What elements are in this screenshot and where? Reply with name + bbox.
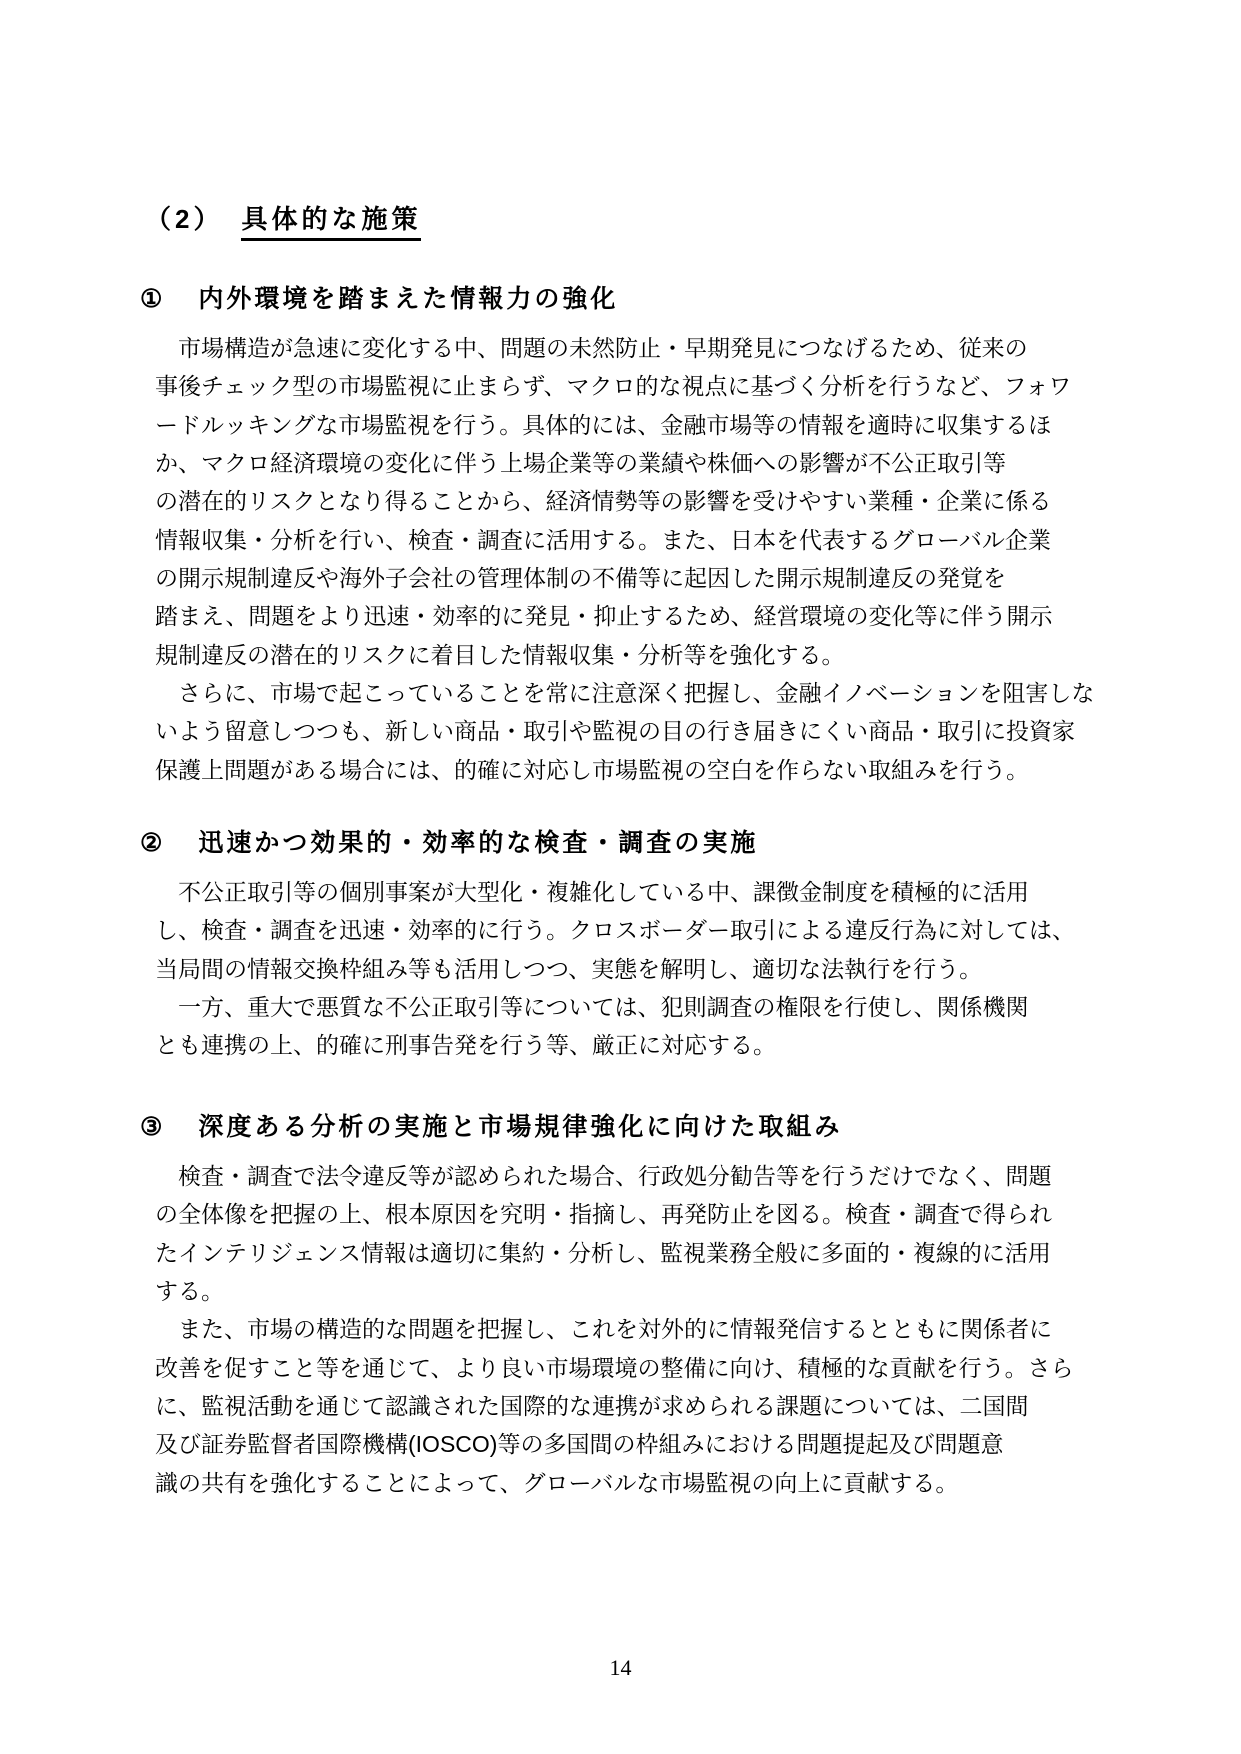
- subsection-marker: ③: [140, 1113, 163, 1141]
- text-line: の全体像を把握の上、根本原因を究明・指摘し、再発防止を図る。検査・調査で得られ: [155, 1201, 1052, 1228]
- text-line: また、市場の構造的な問題を把握し、これを対外的に情報発信するとともに関係者に: [178, 1316, 1052, 1343]
- subsection-heading: [140, 1111, 1060, 1143]
- subsection-title: 迅速かつ効果的・効率的な検査・調査の実施: [198, 829, 759, 857]
- subsection-body: [155, 873, 1075, 1065]
- text-line: 保護上問題がある場合には、的確に対応し市場監視の空白を作らない取組みを行う。: [155, 756, 1029, 783]
- text-line: の潜在的リスクとなり得ることから、経済情勢等の影響を受けやすい業種・企業に係る: [155, 488, 1052, 515]
- text-line: さらに、市場で起こっていることを常に注意深く把握し、金融イノベーションを阻害しな: [178, 679, 1095, 706]
- text-line: とも連携の上、的確に刑事告発を行う等、厳正に対応する。: [155, 1032, 776, 1059]
- text-line: 識の共有を強化することによって、グローバルな市場監視の向上に貢献する。: [155, 1469, 959, 1496]
- text-line: か、マクロ経済環境の変化に伴う上場企業等の業績や株価への影響が不公正取引等: [155, 449, 1006, 476]
- text-line: 検査・調査で法令違反等が認められた場合、行政処分勧告等を行うだけでなく、問題: [178, 1163, 1052, 1189]
- subsection-marker: ①: [140, 285, 163, 313]
- text-line: 当局間の情報交換枠組み等も活用しつつ、実態を解明し、適切な法執行を行う。: [155, 955, 983, 982]
- text-line: ードルッキングな市場監視を行う。具体的には、金融市場等の情報を適時に収集するほ: [155, 411, 1052, 438]
- text-line: の開示規制違反や海外子会社の管理体制の不備等に起因した開示規制違反の発覚を: [155, 564, 1006, 591]
- subsection-body: [155, 1157, 1074, 1502]
- text-line: 不公正取引等の個別事案が大型化・複雑化している中、課徴金制度を積極的に活用: [178, 879, 1029, 905]
- text-line: する。: [155, 1277, 224, 1304]
- text-line: に、監視活動を通じて認識された国際的な連携が求められる課題については、二国間: [155, 1392, 1029, 1419]
- text-line: いよう留意しつつも、新しい商品・取引や監視の目の行き届きにくい商品・取引に投資家: [155, 718, 1075, 745]
- text-line: 事後チェック型の市場監視に止まらず、マクロ的な視点に基づく分析を行うなど、フォワ: [155, 373, 1072, 400]
- subsection-3: [140, 1111, 1074, 1502]
- text-line: 一方、重大で悪質な不公正取引等については、犯則調査の権限を行使し、関係機関: [178, 993, 1029, 1020]
- text-line: 情報収集・分析を行い、検査・調査に活用する。また、日本を代表するグローバル企業: [155, 526, 1051, 553]
- subsection-title: 深度ある分析の実施と市場規律強化に向けた取組み: [198, 1113, 843, 1141]
- text-line: 踏まえ、問題をより迅速・効率的に発見・抑止するため、経営環境の変化等に伴う開示: [155, 603, 1053, 630]
- section-number: （2）: [145, 204, 224, 234]
- subsection-title: 内外環境を踏まえた情報力の強化: [198, 285, 619, 313]
- section-title: 具体的な施策: [241, 204, 421, 241]
- text-line: 改善を促すこと等を通じて、より良い市場環境の整備に向け、積極的な貢献を行う。さら: [155, 1354, 1074, 1381]
- page-number: 14: [609, 1655, 632, 1680]
- text-line: し、検査・調査を迅速・効率的に行う。クロスボーダー取引による違反行為に対しては、: [155, 917, 1075, 944]
- subsection-1: [140, 283, 1095, 789]
- subsection-heading: [140, 283, 1060, 315]
- subsection-2: [140, 827, 1075, 1065]
- text-line: 市場構造が急速に変化する中、問題の未然防止・早期発見につなげるため、従来の: [178, 335, 1028, 361]
- subsection-marker: ②: [140, 829, 163, 857]
- text-line: 及び証券監督者国際機構(IOSCO)等の多国間の枠組みにおける問題提起及び問題意: [155, 1431, 1004, 1458]
- subsection-body: [155, 329, 1095, 789]
- text-line: たインテリジェンス情報は適切に集約・分析し、監視業務全般に多面的・複線的に活用: [155, 1239, 1051, 1266]
- subsection-heading: [140, 827, 1060, 859]
- text-line: 規制違反の潜在的リスクに着目した情報収集・分析等を強化する。: [155, 641, 845, 668]
